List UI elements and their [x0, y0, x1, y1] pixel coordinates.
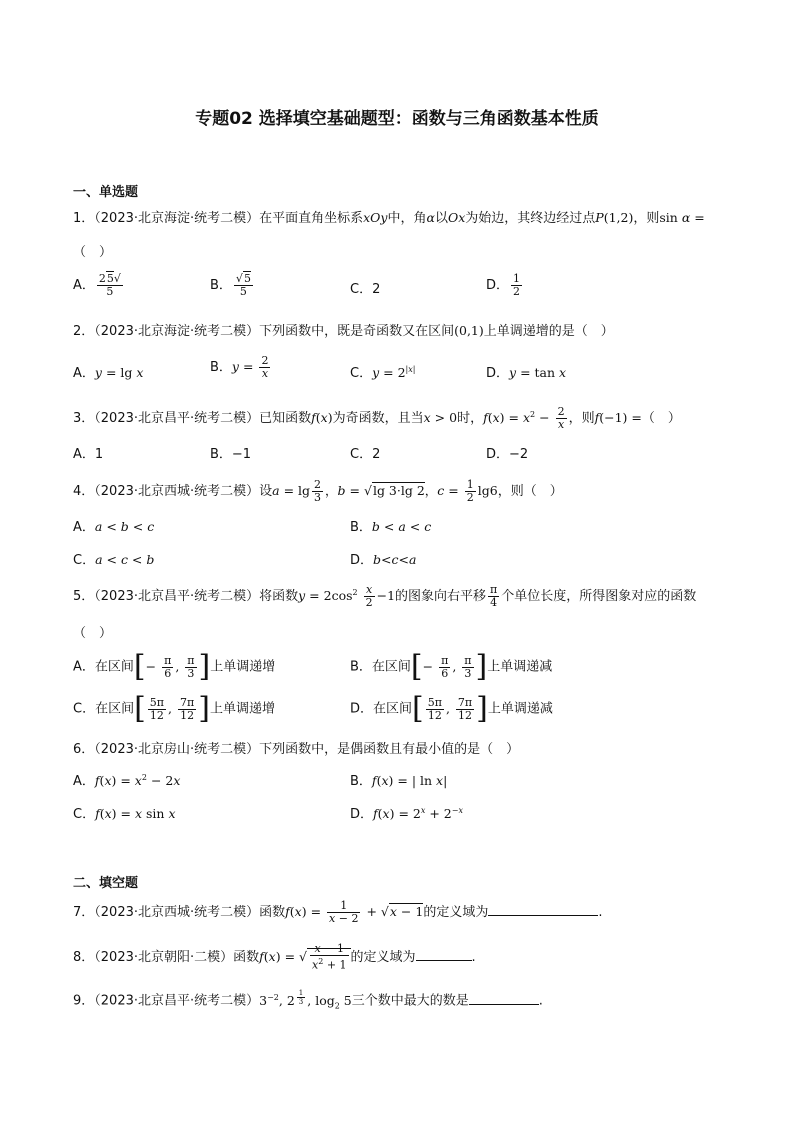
- q1-option-d-label: D．: [486, 278, 510, 293]
- q1-option-a[interactable]: [73, 273, 125, 298]
- q5-option-c-tail: 上单调递增: [209, 701, 275, 717]
- q4-option-a[interactable]: [73, 516, 154, 535]
- q3-option-c[interactable]: C．2: [350, 447, 381, 462]
- q9-answer-blank[interactable]: [469, 992, 539, 1005]
- q2-option-d[interactable]: [486, 362, 566, 381]
- q4-option-b[interactable]: [350, 516, 431, 535]
- q2-option-b-value: y = $\frac{2}{x}$: [231, 354, 269, 380]
- q5-math-func: $y = 2\cos^2$ $\frac{x}{2}$ −1: [298, 583, 396, 609]
- q2-option-c[interactable]: [350, 362, 415, 381]
- q5-option-b-interval: − $\frac{\pi}{6}$ , $\frac{\pi}{3}$: [422, 653, 472, 680]
- q3-option-d[interactable]: D．−2: [486, 447, 529, 462]
- q1-text-c: 以: [434, 211, 448, 226]
- q2-option-b[interactable]: [210, 355, 272, 380]
- q5-option-b-lbracket: [: [410, 649, 423, 684]
- q1-option-a-value: $\frac{25√}{5}$: [98, 272, 121, 298]
- q1-option-c[interactable]: C．2: [350, 282, 381, 297]
- q1-option-b-label: B．: [210, 278, 232, 293]
- q9-text-a: 9．（2023·北京昌平·统考二模）: [73, 993, 260, 1009]
- q1-math-xoy: xOy: [363, 210, 388, 225]
- q6-option-c-value: f(x) = x sin x: [95, 806, 176, 821]
- q2-text-b: 上单调递增的是（ ）: [483, 324, 614, 339]
- q6-option-c-label: C．: [73, 807, 96, 822]
- q5-option-c-interval: $\frac{5\pi}{12}$ , $\frac{7\pi}{12}$: [149, 695, 195, 722]
- q6-option-a-label: A．: [73, 774, 95, 789]
- q5-text-c: 个单位长度，所得图象对应的函数: [501, 589, 697, 604]
- q3-math-f: f(x): [311, 410, 333, 425]
- q6-option-a-value: $f(x) = x^2 - 2x$: [94, 772, 181, 788]
- q4-option-a-value: a < b < c: [94, 519, 155, 534]
- q1-text-b: 中，角: [387, 211, 427, 226]
- q8-text-b: 的定义域为: [350, 949, 416, 965]
- q3-text-c: 时，: [457, 411, 484, 426]
- q5-option-b-tail: 上单调递减: [487, 659, 553, 675]
- q5-option-a-rbracket: ]: [198, 649, 211, 684]
- q5-text-a: 5．（2023·北京昌平·统考二模）将函数: [73, 589, 299, 604]
- question-8-stem: [73, 943, 476, 972]
- q9-math-numbers: $3^{-2}$, 2 $^{\frac{1}{3}}$ , $\log_2 5$: [259, 989, 352, 1011]
- q4-option-c[interactable]: [73, 549, 154, 568]
- q2-option-a-label: A．: [73, 366, 95, 381]
- q9-end: .: [538, 993, 543, 1009]
- q4-option-d-value: b<c<a: [373, 552, 417, 567]
- q7-end: .: [598, 905, 603, 920]
- q5-math-shift: $\frac{\pi}{4}$: [490, 583, 498, 609]
- q4-option-b-value: b < a < c: [371, 519, 432, 534]
- q6-option-b-label: B．: [350, 774, 372, 789]
- q1-text-a: 1．（2023·北京海淀·统考二模）在平面直角坐标系: [73, 211, 364, 226]
- q5-option-b[interactable]: [350, 649, 553, 684]
- q5-option-c-rbracket: ]: [198, 691, 210, 726]
- q5-option-a-tail: 上单调递增: [210, 659, 276, 675]
- q1-option-b-value: $\frac{√5}{5}$: [235, 272, 251, 298]
- q8-math-func: f(x) = √ $\frac{x - 1}{x^2 + 1}$: [259, 948, 350, 964]
- question-1-paren: （ ）: [73, 245, 113, 260]
- q4-text-b: ，则（ ）: [497, 484, 563, 499]
- question-3-stem: [73, 406, 681, 431]
- q1-math-sin: sin α =: [659, 210, 705, 225]
- q5-option-d-interval: $\frac{5\pi}{12}$ , $\frac{7\pi}{12}$: [427, 695, 473, 722]
- q3-text-d: ，则: [568, 411, 595, 426]
- q6-option-d-value: $f(x) = 2^x + 2^{-x}$: [373, 805, 463, 821]
- q5-option-c-lbracket: [: [134, 691, 146, 726]
- q5-option-b-label: B．在区间: [350, 659, 411, 675]
- q8-answer-blank[interactable]: [416, 948, 472, 961]
- q3-text-e: （ ）: [641, 411, 681, 426]
- q7-text-b: 的定义域为: [423, 905, 489, 920]
- q2-option-a[interactable]: [73, 362, 143, 381]
- q5-option-d-lbracket: [: [412, 691, 424, 726]
- question-9-stem: [73, 989, 543, 1010]
- q3-math-fx: $f(x) = x^2$ − $\frac{2}{x}$: [483, 405, 565, 431]
- q2-option-b-label: B．: [210, 360, 232, 375]
- q5-option-d-rbracket: ]: [476, 691, 488, 726]
- question-5-stem: [73, 584, 696, 609]
- page-title: 专题02 选择填空基础题型：函数与三角函数基本性质: [195, 109, 599, 129]
- question-4-stem: [73, 479, 563, 504]
- q8-end: .: [471, 949, 476, 965]
- q3-text-b: 为奇函数，且当: [332, 411, 424, 426]
- question-1-stem: [73, 207, 705, 226]
- q1-math-ox: Ox: [447, 210, 466, 225]
- q4-option-a-label: A．: [73, 520, 95, 535]
- q1-option-a-label: A．: [73, 278, 95, 293]
- q8-text-a: 8．（2023·北京朝阳·二模）函数: [73, 949, 260, 965]
- q4-option-d[interactable]: [350, 549, 416, 568]
- q5-option-c-label: C．在区间: [73, 701, 135, 717]
- q4-option-d-label: D．: [350, 553, 374, 568]
- q1-math-point: P(1,2): [595, 210, 634, 225]
- q2-text-a: 2．（2023·北京海淀·统考二模）下列函数中，既是奇函数又在区间: [73, 324, 455, 339]
- question-2-stem: [73, 320, 614, 339]
- q6-option-d-label: D．: [350, 807, 374, 822]
- q4-math-defs: a = lg $\frac{2}{3}$ ，b = √lg 3·lg 2，c = $\frac{1}{2}$ lg6: [272, 478, 498, 504]
- q5-option-b-rbracket: ]: [475, 649, 488, 684]
- q5-option-c[interactable]: [73, 691, 275, 726]
- q1-text-e: ，则: [633, 211, 660, 226]
- q6-option-b[interactable]: [350, 770, 447, 789]
- q5-text-b: 的图象向右平移: [395, 589, 487, 604]
- q2-math-interval: (0,1): [454, 323, 484, 338]
- q3-math-xgt0: x > 0: [423, 410, 458, 425]
- q7-math-func: f(x) = $\frac{1}{x - 2}$ + √x − 1: [285, 899, 424, 925]
- q6-option-a[interactable]: [73, 770, 180, 789]
- q5-option-d-tail: 上单调递减: [487, 701, 553, 717]
- q3-option-b[interactable]: B．−1: [210, 447, 252, 462]
- q5-option-a-label: A．在区间: [73, 659, 134, 675]
- q2-option-d-label: D．: [486, 366, 510, 381]
- q1-option-d-value: $\frac{1}{2}$: [513, 272, 521, 298]
- q2-option-c-label: C．: [350, 366, 373, 381]
- q3-text-a: 3．（2023·北京昌平·统考二模）已知函数: [73, 411, 312, 426]
- q4-option-b-label: B．: [350, 520, 372, 535]
- q1-text-d: 为始边，其终边经过点: [465, 211, 596, 226]
- q2-option-c-value: $y = 2^{|x|}$: [372, 364, 416, 380]
- q1-math-alpha: α: [426, 210, 435, 225]
- q5-option-d[interactable]: [350, 691, 553, 726]
- q7-answer-blank[interactable]: [488, 903, 598, 916]
- q1-option-b[interactable]: [210, 273, 255, 298]
- section-heading-single-choice: 一、单选题: [73, 185, 139, 200]
- question-5-paren: （ ）: [73, 626, 113, 641]
- question-6-stem: 6．（2023·北京房山·统考二模）下列函数中，是偶函数且有最小值的是（ ）: [73, 742, 520, 757]
- q5-option-a-interval: − $\frac{\pi}{6}$ , $\frac{\pi}{3}$: [145, 653, 195, 680]
- q5-option-d-label: D．在区间: [350, 701, 413, 717]
- q2-option-a-value: y = lg x: [94, 365, 144, 380]
- q7-text-a: 7．（2023·北京西城·统考二模）函数: [73, 905, 286, 920]
- q3-option-a[interactable]: A．1: [73, 447, 104, 462]
- q4-option-c-label: C．: [73, 553, 96, 568]
- q6-option-b-value: f(x) = | ln x|: [371, 773, 448, 788]
- q4-text-a: 4．（2023·北京西城·统考二模）设: [73, 484, 273, 499]
- section-heading-fill-blank: 二、填空题: [73, 876, 139, 891]
- q1-option-d[interactable]: [486, 273, 524, 298]
- q5-option-a[interactable]: [73, 649, 276, 684]
- q9-text-b: 三个数中最大的数是: [351, 993, 469, 1009]
- q5-option-a-lbracket: [: [133, 649, 146, 684]
- q4-option-c-value: a < c < b: [95, 552, 155, 567]
- question-7-stem: [73, 900, 602, 925]
- q6-option-c[interactable]: [73, 803, 176, 822]
- q6-option-d[interactable]: [350, 803, 463, 822]
- q2-option-d-value: y = tan x: [509, 365, 567, 380]
- q3-math-fneg1: f(−1) =: [594, 410, 642, 425]
